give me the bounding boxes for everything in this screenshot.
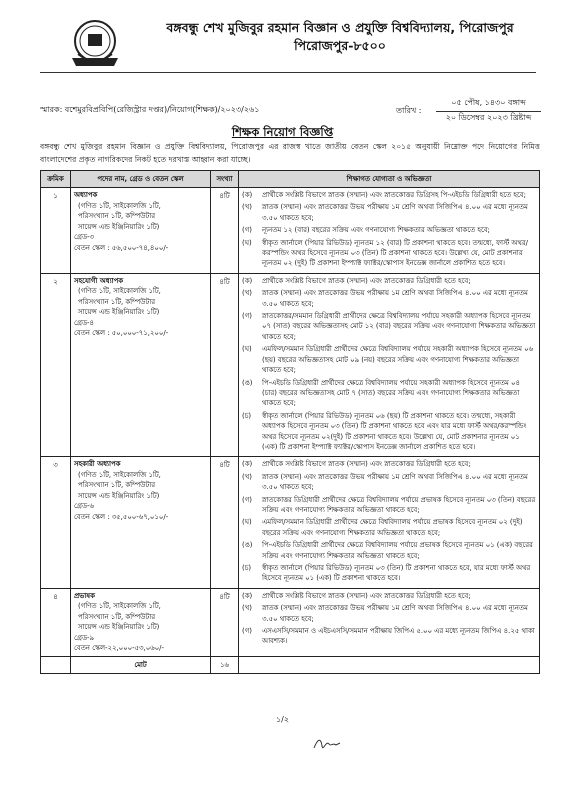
table-total-row (41, 656, 540, 673)
row-post-cell (71, 273, 211, 457)
post-title: সহকারী অধ্যাপক (74, 460, 121, 469)
qualification-text: স্বীকৃত জার্নালে (পিয়ার রিভিউড) ন্যূনতম ০৩ (তিন) টি প্রকাশনা থাকতে হবে, যার মধ্যে ফার্স্ট অথর হিসেবে ন্যূনতম ০১ (এক) টি প্রকাশনা থাকতে হবে। (262, 564, 531, 583)
university-name: বঙ্গবন্ধু শেখ মুজিবুর রহমান বিজ্ঞান ও প্রযুক্তি বিশ্ববিদ্যালয়, পিরোজপুর (166, 20, 514, 35)
qualification-marker: (ক) (242, 591, 253, 600)
qualification-text: স্নাতকোত্তর/সমমান ডিগ্রিধারী প্রার্থীদের ক্ষেত্রে বিশ্ববিদ্যালয় পর্যায়ে সহকারী অধ্যাপক হিসেবে ন্যূনতম ০৭ (সাত) বছরের অভিজ্ঞতাসহ মোট ১২ (বার) বছরের সক্রিয় এবং গণনাযোগ্য শিক্ষকতার অভিজ্ঞতা থাকতে হবে; (262, 312, 536, 341)
qualification-marker: (চ) (242, 411, 252, 420)
memo-reference: স্মারক: বশেমুরবিপ্রবিপি(রেজিস্ট্রার দপ্তর)/নিয়োগ(শিক্ষক)/২০২৩/২৬১ (40, 105, 260, 114)
qualification-text: এসএসসি/সমমান ও এইচএসসি/সমমান পরীক্ষায় জিপিএ ৫.০০ এর মধ্যে ন্যূনতম জিপিএ ৪.২৫ থাকা আবশ্যক। (262, 627, 535, 646)
post-subjects-line: (গণিত ১টি, সাইকোলজি ১টি, (78, 287, 161, 296)
post-subjects-line: পরিসংখ্যান ১টি, কম্পিউটার (78, 612, 156, 621)
post-grade: গ্রেড-৩ (74, 233, 94, 241)
post-subjects-line: সায়েন্স এন্ড ইঞ্জিনিয়ারিং ১টি) (78, 222, 160, 231)
post-subjects-line: পরিসংখ্যান ১টি, কম্পিউটার (78, 297, 156, 306)
post-grade: গ্রেড-৬ (74, 502, 94, 511)
qualification-item (242, 238, 536, 269)
qualification-text: স্নাতকোত্তর ডিগ্রিধারী প্রার্থীদের ক্ষেত্রে বিশ্ববিদ্যালয় পর্যায়ে প্রভাষক হিসেবে ন্যূনতম ০৩ (তিন) বছরের সক্রিয় এবং গণনাযোগ্য শিক্ষকতার অভিজ্ঞতা থাকতে হবে; (262, 495, 536, 514)
row-serial: ৪ (41, 588, 71, 656)
header-qualification: শিক্ষাগত যোগ্যতা ও অভিজ্ঞতা (239, 171, 540, 188)
row-count: ৪টি (211, 457, 239, 588)
qualification-marker: (ক) (242, 191, 253, 199)
qualification-item (242, 378, 536, 409)
qualification-text: স্নাতক (সম্মান) এবং স্নাতকোত্তর উভয় পরীক্ষায় ১ম শ্রেণি অথবা সিজিপিএ ৪.০০ এর মধ্যে ন্যূনতম ৩.৫০ থাকতে হবে; (262, 289, 528, 308)
row-qualifications (239, 588, 540, 656)
post-title: প্রভাষক (74, 591, 95, 600)
total-spacer-right (239, 656, 540, 673)
qualification-item (242, 288, 536, 309)
row-count: ৪টি (211, 588, 239, 656)
qualification-text: স্নাতক (সম্মান) এবং স্নাতকোত্তর উভয় পরীক্ষায় ১ম শ্রেণি অথবা সিজিপিএ ৪.০০ এর মধ্যে ন্যূনতম ৩.৫০ থাকতে হবে; (262, 472, 528, 492)
post-subjects-line: (গণিত ১টি, সাইকোলজি ১টি, (78, 201, 161, 210)
qualification-item (242, 563, 536, 584)
row-qualifications (239, 457, 540, 588)
qualification-text: স্বীকৃত জার্নালে (পিয়ার রিভিউড) ন্যূনতম ০৬ (ছয়) টি প্রকাশনা থাকতে হবে। তন্মধ্যে, সহকারী অধ্যাপক হিসেবে ন্যূনতম ০৩ (তিন) টি প্রকাশনা থাকতে হবে এবং যার মধ্যে ফার্স্ট অথর/করস্পন্ডিং অথর হিসেবে ন্যূনতম ০২(দুই) টি প্রকাশনা থাকতে হবে। উল্লেখ্য যে, মোট প্রকাশনার ন্যূনতম ০১ (এক) টি প্রকাশনা ইম্প্যাক্ট ফ্যাক্টর/স্কোপাস ইনডেক্স জার্নালে প্রকাশিত হতে হবে। (262, 411, 527, 451)
post-subjects-line: সায়েন্স এন্ড ইঞ্জিনিয়ারিং ১টি) (78, 623, 160, 632)
qualification-marker: (গ) (242, 312, 252, 321)
post-grade: গ্রেড-৪ (74, 318, 94, 327)
table-row (41, 457, 540, 588)
page-number: ১/২ (275, 715, 290, 724)
qualification-item (242, 517, 536, 538)
qualification-item (242, 190, 536, 200)
qualification-item (242, 276, 536, 286)
qualification-marker: (খ) (242, 604, 252, 613)
qualification-marker: (ঙ) (242, 541, 253, 550)
post-subjects-line: পরিসংখ্যান ১টি, কম্পিউটার (78, 212, 156, 220)
table-row (41, 188, 540, 274)
qualification-text: স্নাতক (সম্মান) এবং স্নাতকোত্তর উভয় পরীক্ষায় ১ম শ্রেণি অথবা সিজিপিএ ৪.০০ এর মধ্যে ন্যূনতম ৩.৫০ থাকতে হবে; (262, 604, 528, 623)
university-logo-icon (64, 14, 126, 76)
qualification-marker: (গ) (242, 495, 252, 504)
row-serial: ২ (41, 273, 71, 457)
qualification-marker: (ঘ) (242, 518, 252, 527)
qualification-text: ন্যূনতম ১২ (বার) বছরের সক্রিয় এবং গণনাযোগ্য শিক্ষকতার অভিজ্ঞতা থাকতে হবে; (262, 226, 490, 235)
qualification-item (242, 459, 536, 469)
qualification-marker: (ঙ) (242, 378, 253, 387)
qualification-marker: (চ) (242, 564, 252, 572)
qualification-text: এমফিল/সমমান ডিগ্রিধারী প্রার্থীদের ক্ষেত্রে বিশ্ববিদ্যালয় পর্যায়ে প্রভাষক হিসেবে ন্যূনতম ০২ (দুই) বছরের সক্রিয় এবং গণনাযোগ্য শিক্ষকতার অভিজ্ঞতা থাকতে হবে; (262, 518, 523, 537)
qualification-marker: (ঘ) (242, 238, 252, 247)
post-subjects-line: (গণিত ১টি, সাইকোলজি ১টি, (78, 470, 161, 479)
post-pay-scale: বেতন স্কেল : ৫০,০০০-৭১,২০০/- (74, 329, 169, 338)
qualification-item (242, 626, 536, 647)
qualification-marker: (খ) (242, 289, 252, 298)
qualification-text: প্রার্থীকে সংশ্লিষ্ট বিভাগে স্নাতক (সম্মান) এবং স্নাতকোত্তর ডিগ্রিসহ পি-এইচডি ডিগ্রিধারী হতে হবে; (262, 191, 526, 199)
qualification-marker: (ক) (242, 460, 253, 469)
qualification-marker: (গ) (242, 627, 252, 636)
qualification-item (242, 411, 536, 453)
table-body (41, 188, 540, 657)
date-bangla: ০৫ পৌষ, ১৪৩০ বঙ্গাব্দ (436, 97, 541, 112)
row-serial: ১ (41, 188, 71, 274)
post-pay-scale: বেতন স্কেল : ৩৫,৫০০-৬৭,০১০/- (74, 512, 169, 521)
qualification-text: স্নাতক (সম্মান) এবং স্নাতকোত্তর উভয় পরীক্ষায় ১ম শ্রেণি অথবা সিজিপিএ ৪.০০ এর মধ্যে ন্যূনতম ৩.৫০ থাকতে হবে; (262, 203, 528, 222)
total-spacer (41, 656, 71, 673)
date-label: তারিখ : (396, 106, 422, 115)
row-post-cell (71, 457, 211, 588)
row-serial: ৩ (41, 457, 71, 588)
qualification-item (242, 311, 536, 342)
row-qualifications (239, 188, 540, 274)
header-serial: ক্রমিক (41, 171, 71, 188)
post-pay-scale: বেতন স্কেল : ৫৬,৫০০-৭৪,৪০০/- (74, 243, 169, 252)
row-count: ৪টি (211, 188, 239, 274)
date-english: ২০ ডিসেম্বর ২০২৩ খ্রিষ্টাব্দ (445, 113, 532, 122)
post-subjects-line: (গণিত ১টি, সাইকোলজি ১টি, (78, 602, 161, 611)
qualification-text: প্রার্থীকে সংশ্লিষ্ট বিভাগে স্নাতক (সম্মান) এবং স্নাতকোত্তর ডিগ্রিধারী হতে হবে; (262, 460, 471, 469)
header-count: সংখ্যা (211, 171, 239, 188)
post-subjects-line: সায়েন্স এন্ড ইঞ্জিনিয়ারিং ১টি) (78, 491, 160, 500)
qualification-marker: (ক) (242, 276, 253, 285)
table-row (41, 273, 540, 457)
qualification-text: স্বীকৃত জার্নালে (পিয়ার রিভিউড) ন্যূনতম ১২ (বার) টি প্রকাশনা থাকতে হবে। তন্মধ্যে, ফার্স্ট অথর/করস্পন্ডিং অথর হিসেবে ন্যূনতম ০৩ (তিন) টি প্রকাশনা থাকতে হবে। উল্লেখ্য যে, মোট প্রকাশনার ন্যূনতম ০২ (দুই) টি প্রকাশনা ইম্প্যাক্ট ফ্যাক্টর/স্কোপাস ইনডেক্স জার্নালে প্রকাশিত হতে হবে। (262, 238, 528, 268)
post-grade: গ্রেড-৯ (74, 633, 94, 642)
post-title: অধ্যাপক (74, 191, 98, 199)
qualification-item (242, 603, 536, 624)
signature-icon (312, 734, 342, 754)
post-pay-scale: বেতন স্কেল-২২,০০০-৫৩,০৬০/- (74, 644, 164, 653)
qualification-item (242, 495, 536, 516)
qualification-text: এমফিল/সমমান ডিগ্রিধারী প্রার্থীদের ক্ষেত্রে বিশ্ববিদ্যালয় পর্যায়ে সহকারী অধ্যাপক হিসেবে ন্যূনতম ০৬ (ছয়) বছরের অভিজ্ঞতাসহ মোট ০৯ (নয়) বছরের সক্রিয় এবং গণনাযোগ্য শিক্ষকতার অভিজ্ঞতা থাকতে হবে; (262, 345, 534, 375)
post-subjects-line: সায়েন্স এন্ড ইঞ্জিনিয়ারিং ১টি) (78, 308, 160, 317)
qualification-marker: (গ) (242, 226, 252, 235)
qualification-text: প্রার্থীকে সংশ্লিষ্ট বিভাগে স্নাতক (সম্মান) এবং স্নাতকোত্তর ডিগ্রিধারী হতে হবে; (262, 591, 471, 600)
header-divider (40, 72, 536, 73)
table-header-row (41, 171, 540, 188)
table-row (41, 588, 540, 656)
qualification-text: প্রার্থীকে সংশ্লিষ্ট বিভাগে স্নাতক (সম্মান) এবং স্নাতকোত্তর ডিগ্রিধারী হতে হবে; (262, 276, 471, 285)
qualification-item (242, 472, 536, 493)
qualification-item (242, 540, 536, 561)
qualification-item (242, 344, 536, 375)
qualification-marker: (ঘ) (242, 345, 252, 354)
university-address: পিরোজপুর-৮৫০০ (294, 38, 386, 53)
row-qualifications (239, 273, 540, 457)
row-count: ৪টি (211, 273, 239, 457)
qualification-text: পি-এইচডি ডিগ্রিধারী প্রার্থীদের ক্ষেত্রে বিশ্ববিদ্যালয় পর্যায়ে প্রভাষক হিসেবে ন্যূনতম ০১ (এক) বছরের সক্রিয় এবং গণনাযোগ্য শিক্ষকতার অভিজ্ঞতা থাকতে হবে; (262, 541, 533, 560)
recruitment-table (40, 170, 540, 674)
notice-title: শিক্ষক নিয়োগ বিজ্ঞপ্তি (231, 125, 334, 139)
qualification-marker: (খ) (242, 472, 252, 481)
total-count: ১৬ (211, 656, 239, 673)
qualification-item (242, 225, 536, 235)
post-title: সহযোগী অধ্যাপক (74, 276, 124, 285)
row-post-cell (71, 188, 211, 274)
qualification-item (242, 202, 536, 223)
post-subjects-line: পরিসংখ্যান ১টি, কম্পিউটার (78, 481, 156, 490)
qualification-item (242, 591, 536, 601)
header-post: পদের নাম, গ্রেড ও বেতন স্কেল (71, 171, 211, 188)
intro-paragraph: বঙ্গবন্ধু শেখ মুজিবুর রহমান বিজ্ঞান ও প্রযুক্তি বিশ্ববিদ্যালয়, পিরোজপুর এর রাজস্ব খাতে জাতীয় বেতন স্কেল ২০১৫ অনুযায়ী নিম্নোক্ত পদে নিয়োগের নিমিত্ত বাংলাদেশের প্রকৃত নাগরিকদের নিকট হতে দরখাস্ত আহ্বান করা যাচ্ছে। (40, 142, 540, 164)
row-post-cell (71, 588, 211, 656)
qualification-marker: (খ) (242, 203, 252, 212)
qualification-text: পি-এইচডি ডিগ্রিধারী প্রার্থীদের ক্ষেত্রে বিশ্ববিদ্যালয় পর্যায়ে সহকারী অধ্যাপক হিসেবে ন্যূনতম ০৪ (চার) বছরের অভিজ্ঞতাসহ মোট ৭ (সাত) বছরের সক্রিয় এবং গণনাযোগ্য শিক্ষকতার অভিজ্ঞতা থাকতে হবে; (262, 378, 520, 408)
total-label: মোট (71, 656, 211, 673)
